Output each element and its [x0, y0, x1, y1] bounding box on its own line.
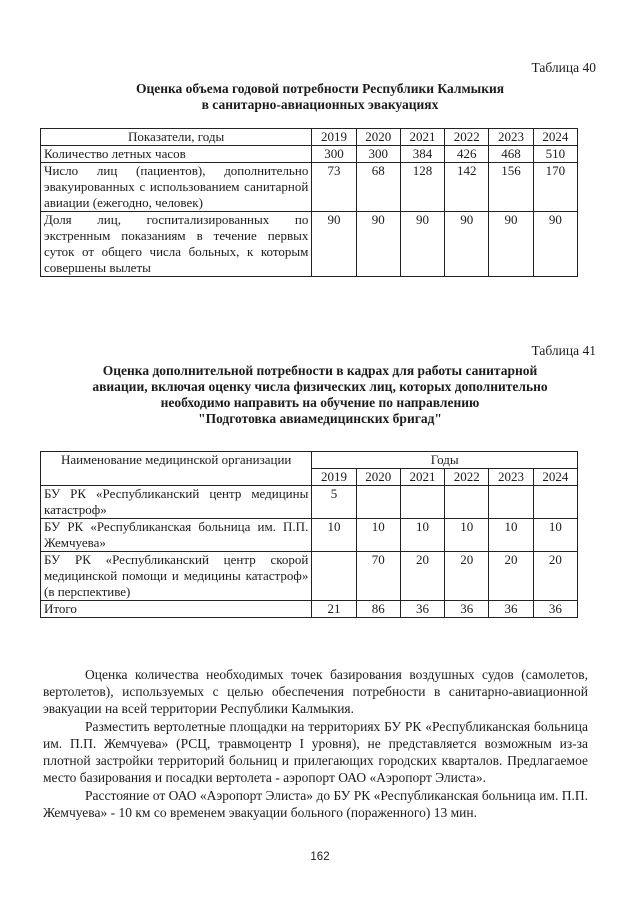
table40: [40, 128, 578, 277]
table41-year: 2022: [445, 469, 489, 486]
table40-year: 2022: [445, 129, 489, 146]
cell-value: 86: [356, 601, 400, 618]
table40-title-line2: в санитарно-авиационных эвакуациях: [201, 97, 439, 112]
cell-value: 20: [533, 552, 577, 601]
table41-year: 2020: [356, 469, 400, 486]
table40-year: 2019: [312, 129, 356, 146]
cell-value: 36: [533, 601, 577, 618]
table41-title-line1: Оценка дополнительной потребности в кадрах для работы санитарной: [102, 363, 538, 378]
table40-year: 2023: [489, 129, 533, 146]
table41-header-years: Годы: [312, 452, 578, 469]
cell-value: 10: [533, 519, 577, 552]
cell-value: 36: [400, 601, 444, 618]
table41-header-org: Наименование медицинской организации: [41, 452, 312, 486]
table40-title: [60, 81, 580, 113]
cell-value: 36: [445, 601, 489, 618]
table-row: [41, 552, 578, 601]
page-number: 162: [310, 851, 330, 863]
table41-year: 2021: [400, 469, 444, 486]
table40-title-line1: Оценка объема годовой потребности Республики Калмыкия: [135, 81, 505, 96]
cell-value: 10: [445, 519, 489, 552]
cell-value: 468: [489, 146, 533, 163]
cell-value: [489, 486, 533, 519]
row-label: Доля лиц, госпитализированных по экстренным показаниям в течение первых суток от общего числа больных, к которым совершены вылеты: [41, 212, 312, 277]
table41-title-line2: авиации, включая оценку числа физических лиц, которых дополнительно: [92, 379, 548, 394]
cell-value: 90: [356, 212, 400, 277]
table41: [40, 451, 578, 618]
table-row: [41, 486, 578, 519]
table41-title-line4: "Подготовка авиамедицинских бригад": [198, 411, 442, 426]
table-row: [41, 519, 578, 552]
table-row: [41, 163, 578, 212]
cell-value: 36: [489, 601, 533, 618]
cell-value: 128: [400, 163, 444, 212]
cell-value: [400, 486, 444, 519]
cell-value: 90: [400, 212, 444, 277]
cell-value: [533, 486, 577, 519]
paragraph: Расстояние от ОАО «Аэропорт Элиста» до БУ РК «Республиканская больница им. П.П. Жемчуева» - 10 км со временем эвакуации больного (пораженного) 13 мин.: [43, 788, 588, 820]
row-label: Число лиц (пациентов), дополнительно эвакуированных с использованием санитарной авиации (ежегодно, человек): [41, 163, 312, 212]
table41-year: 2023: [489, 469, 533, 486]
cell-value: 20: [400, 552, 444, 601]
paragraph: Разместить вертолетные площадки на территориях БУ РК «Республиканская больница им. П.П. Жемчуева» (РСЦ, травмоцентр I уровня), не представляется возможным из-за плотной застройки территорий больниц и прилегающих городских кварталов. Предлагаемое место базирования и посадки вертолета - аэропорт ОАО «Аэропорт Элиста».: [43, 719, 588, 785]
cell-value: 20: [445, 552, 489, 601]
cell-value: 142: [445, 163, 489, 212]
row-label: БУ РК «Республиканская больница им. П.П. Жемчуева»: [41, 519, 312, 552]
row-label: Итого: [41, 601, 312, 618]
cell-value: 170: [533, 163, 577, 212]
cell-value: [312, 552, 356, 601]
table40-year: 2020: [356, 129, 400, 146]
cell-value: 90: [445, 212, 489, 277]
cell-value: 10: [489, 519, 533, 552]
table-row: [41, 212, 578, 277]
table41-header-row: [41, 452, 578, 469]
cell-value: 10: [312, 519, 356, 552]
body-text: [43, 666, 588, 822]
cell-value: 10: [400, 519, 444, 552]
cell-value: 510: [533, 146, 577, 163]
table40-year: 2024: [533, 129, 577, 146]
cell-value: [356, 486, 400, 519]
table40-year: 2021: [400, 129, 444, 146]
row-label: БУ РК «Республиканский центр медицины катастроф»: [41, 486, 312, 519]
cell-value: 5: [312, 486, 356, 519]
cell-value: [445, 486, 489, 519]
table41-caption: Таблица 41: [531, 343, 596, 358]
row-label: БУ РК «Республиканский центр скорой медицинской помощи и медицины катастроф» (в перспективе): [41, 552, 312, 601]
table41-title-line3: необходимо направить на обучение по направлению: [160, 395, 480, 410]
cell-value: 73: [312, 163, 356, 212]
cell-value: 90: [533, 212, 577, 277]
table40-header-label: Показатели, годы: [41, 129, 312, 146]
table41-title: [60, 363, 580, 427]
cell-value: 10: [356, 519, 400, 552]
table41-year: 2019: [312, 469, 356, 486]
cell-value: 426: [445, 146, 489, 163]
table-row-total: [41, 601, 578, 618]
cell-value: 70: [356, 552, 400, 601]
cell-value: 21: [312, 601, 356, 618]
cell-value: 90: [312, 212, 356, 277]
cell-value: 20: [489, 552, 533, 601]
paragraph: Оценка количества необходимых точек базирования воздушных судов (самолетов, вертолетов), используемых с целью обеспечения потребности в санитарно-авиационной эвакуации на всей территории Республики Калмыкия.: [43, 667, 588, 716]
cell-value: 300: [356, 146, 400, 163]
cell-value: 384: [400, 146, 444, 163]
cell-value: 90: [489, 212, 533, 277]
row-label: Количество летных часов: [41, 146, 312, 163]
table40-header-row: [41, 129, 578, 146]
table41-year: 2024: [533, 469, 577, 486]
cell-value: 300: [312, 146, 356, 163]
table40-caption: Таблица 40: [531, 60, 596, 75]
cell-value: 156: [489, 163, 533, 212]
cell-value: 68: [356, 163, 400, 212]
table-row: [41, 146, 578, 163]
